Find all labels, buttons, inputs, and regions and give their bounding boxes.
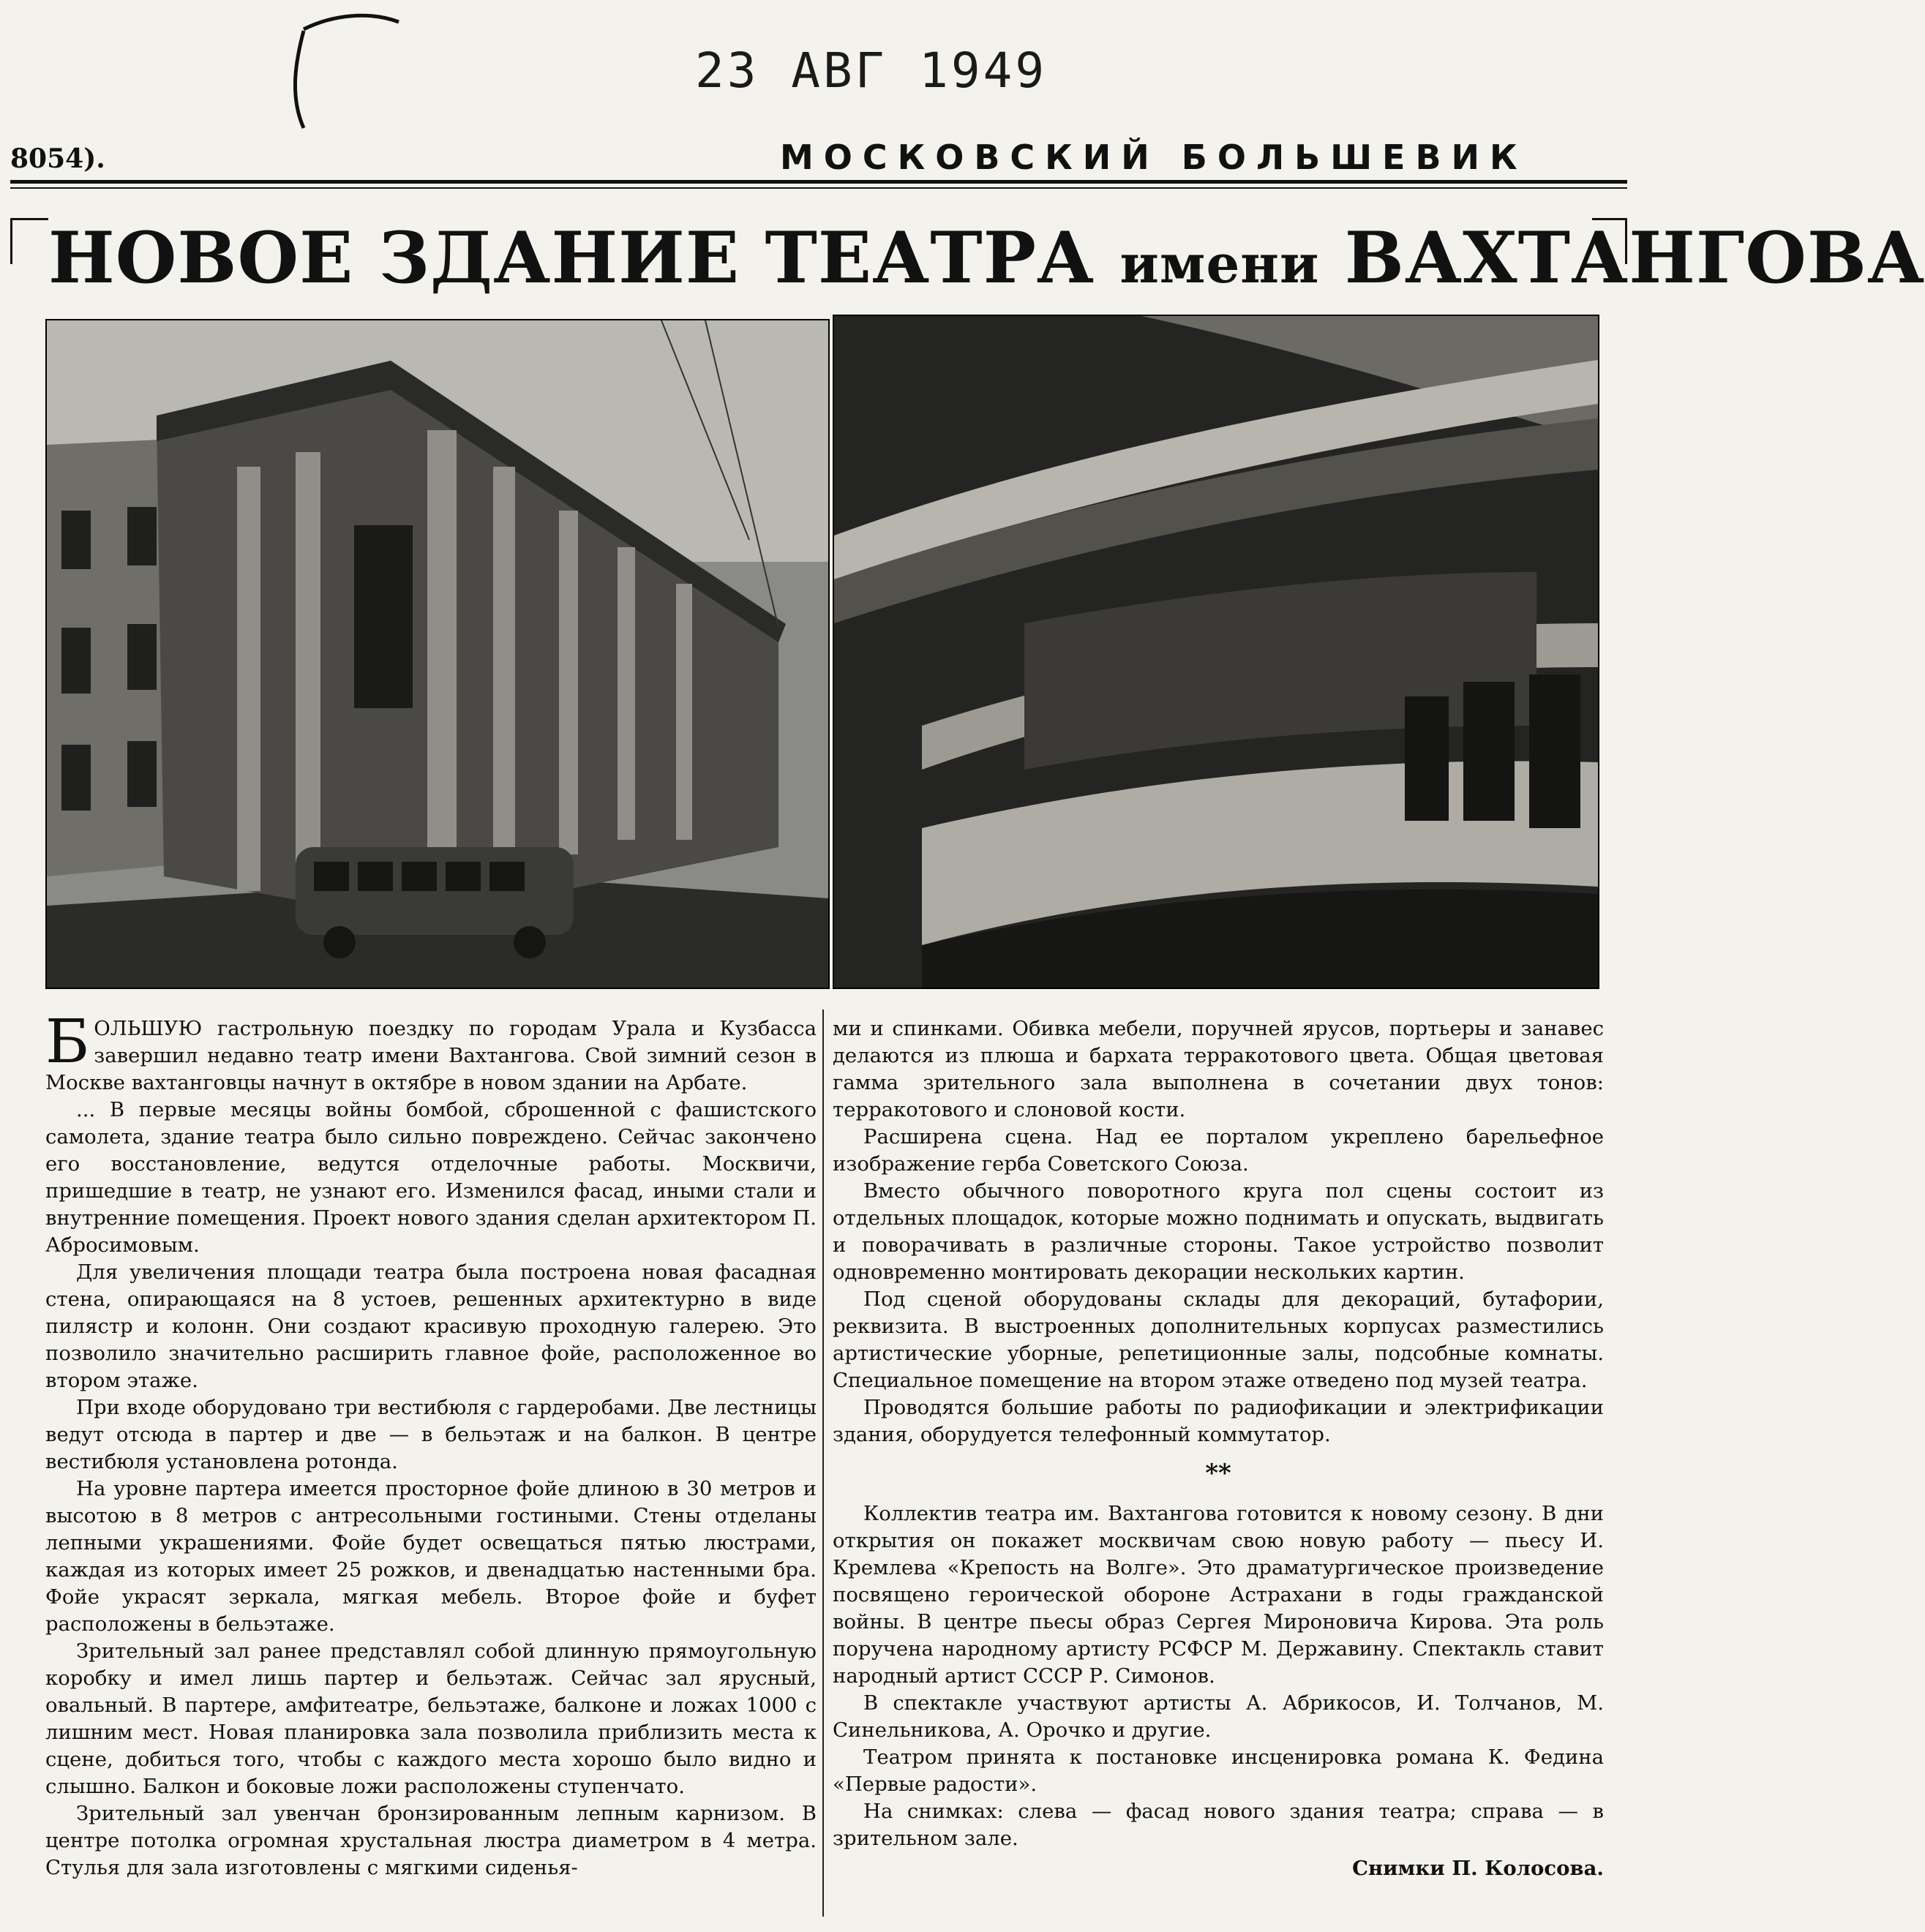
handwritten-check-mark bbox=[282, 15, 406, 139]
article-headline bbox=[48, 217, 1925, 299]
section-separator: ** bbox=[1205, 1459, 1231, 1488]
issue-number: 8054). bbox=[10, 143, 105, 174]
newspaper-name: МОСКОВСКИЙ БОЛЬШЕВИК bbox=[780, 138, 1528, 177]
headline-part-2: имени bbox=[1119, 233, 1320, 295]
column-divider bbox=[822, 1010, 824, 1917]
drop-cap: Б bbox=[45, 1007, 90, 1077]
masthead-rule bbox=[10, 180, 1627, 184]
paragraph: Проводятся большие работы по радиофикации и электрификации здания, оборудуется телефонный коммутатор. bbox=[833, 1396, 1604, 1446]
article-column-right bbox=[833, 1015, 1604, 1882]
headline-part-1: НОВОЕ ЗДАНИЕ ТЕАТРА bbox=[48, 217, 1095, 299]
photo-auditorium bbox=[833, 315, 1599, 989]
paragraph: Театром принята к постановке инсценировка романа К. Федина «Первые радости». bbox=[833, 1745, 1604, 1796]
paragraph: Для увеличения площади театра была построена новая фасадная стена, опирающаяся на 8 устоев, решенных архитектурно в виде пилястр и колонн. Они создают красивую проходную галерею. Это позволило значительно расширить главное фойе, расположенное во втором этаже. bbox=[45, 1260, 817, 1392]
paragraph: Под сценой оборудованы склады для декораций, бутафории, реквизита. В выстроенных дополнительных корпусах разместились артистические уборные, репетиционные залы, подсобные комнаты. Специальное помещение на втором этаже отведено под музей театра. bbox=[833, 1288, 1604, 1392]
paragraph: Зрительный зал ранее представлял собой длинную прямоугольную коробку и имел лишь партер и бельэтаж. Сейчас зал ярусный, овальный. В партере, амфитеатре, бельэтаже, балконе и ложах 1000 с лишним мест. Новая планировка зала позволила приблизить места к сцене, добиться того, чтобы с каждого места хорошо было видно и слышно. Балкон и боковые ложи расположены ступенчато. bbox=[45, 1639, 817, 1798]
paragraph: Зрительный зал увенчан бронзированным лепным карнизом. В центре потолка огромная хрустальная люстра диаметром в 4 метра. Стулья для зала изготовлены с мягкими сиденья- bbox=[45, 1802, 817, 1879]
paragraph: ми и спинками. Обивка мебели, поручней ярусов, портьеры и занавес делаются из плюша и бархата терракотового цвета. Общая цветовая гамма зрительного зала выполнена в сочетании двух тонов: терракотового и слоновой кости. bbox=[833, 1017, 1604, 1121]
paragraph: ... В первые месяцы войны бомбой, сброшенной с фашистского самолета, здание театра было сильно повреждено. Сейчас закончено его восстановление, ведутся отделочные работы. Москвичи, пришедшие в театр, не узнают его. Изменился фасад, иными стали и внутренние помещения. Проект нового здания сделан архитектором П. Абросимовым. bbox=[45, 1098, 817, 1257]
paragraph: Вместо обычного поворотного круга пол сцены состоит из отдельных площадок, которые можно поднимать и опускать, выдвигать и поворачивать в различные стороны. Такое устройство позволит одновременно монтировать декорации нескольких картин. bbox=[833, 1179, 1604, 1284]
article-column-left bbox=[45, 1007, 817, 1882]
paragraph: На уровне партера имеется просторное фойе длиною в 30 метров и высотою в 8 метров с антресольными гостиными. Стены отделаны лепными украшениями. Фойе будет освещаться пятью люстрами, каждая из которых имеет 25 рожков, и двенадцатью настенными бра. Фойе украсят зеркала, мягкая мебель. Второе фойе и буфет расположены в бельэтаже. bbox=[45, 1477, 817, 1636]
photo-theatre-facade bbox=[45, 319, 830, 989]
paragraph: При входе оборудовано три вестибюля с гардеробами. Две лестницы ведут отсюда в партер и две — в бельэтаж и на балкон. В центре вестибюля установлена ротонда. bbox=[45, 1396, 817, 1473]
photo-credit: Снимки П. Колосова. bbox=[1352, 1857, 1604, 1880]
paragraph: Коллектив театра им. Вахтангова готовится к новому сезону. В дни открытия он покажет москвичам свою новую работу — пьесу И. Кремлева «Крепость на Волге». Это драматургическое произведение посвящено героической обороне Астрахани в годы гражданской войны. В центре пьесы образ Сергея Мироновича Кирова. Эта роль поручена народному артисту РСФСР М. Державину. Спектакль ставит народный артист СССР Р. Симонов. bbox=[833, 1502, 1604, 1688]
masthead-rule-thin bbox=[10, 187, 1627, 189]
paragraph: Расширена сцена. Над ее порталом укреплено барельефное изображение герба Советского Союза. bbox=[833, 1125, 1604, 1176]
paragraph: БОЛЬШУЮ гастрольную поездку по городам Урала и Кузбасса завершил недавно театр имени Вахтангова. Свой зимний сезон в Москве вахтанговцы начнут в октябре в новом здании на Арбате. bbox=[45, 1007, 817, 1094]
paragraph: В спектакле участвуют артисты А. Абрикосов, И. Толчанов, М. Синельникова, А. Орочко и другие. bbox=[833, 1691, 1604, 1742]
date-stamp: 23 АВГ 1949 bbox=[695, 42, 1048, 99]
headline-part-3: ВАХТАНГОВА bbox=[1344, 217, 1925, 299]
paragraph: На снимках: слева — фасад нового здания театра; справа — в зрительном зале. bbox=[833, 1800, 1604, 1850]
